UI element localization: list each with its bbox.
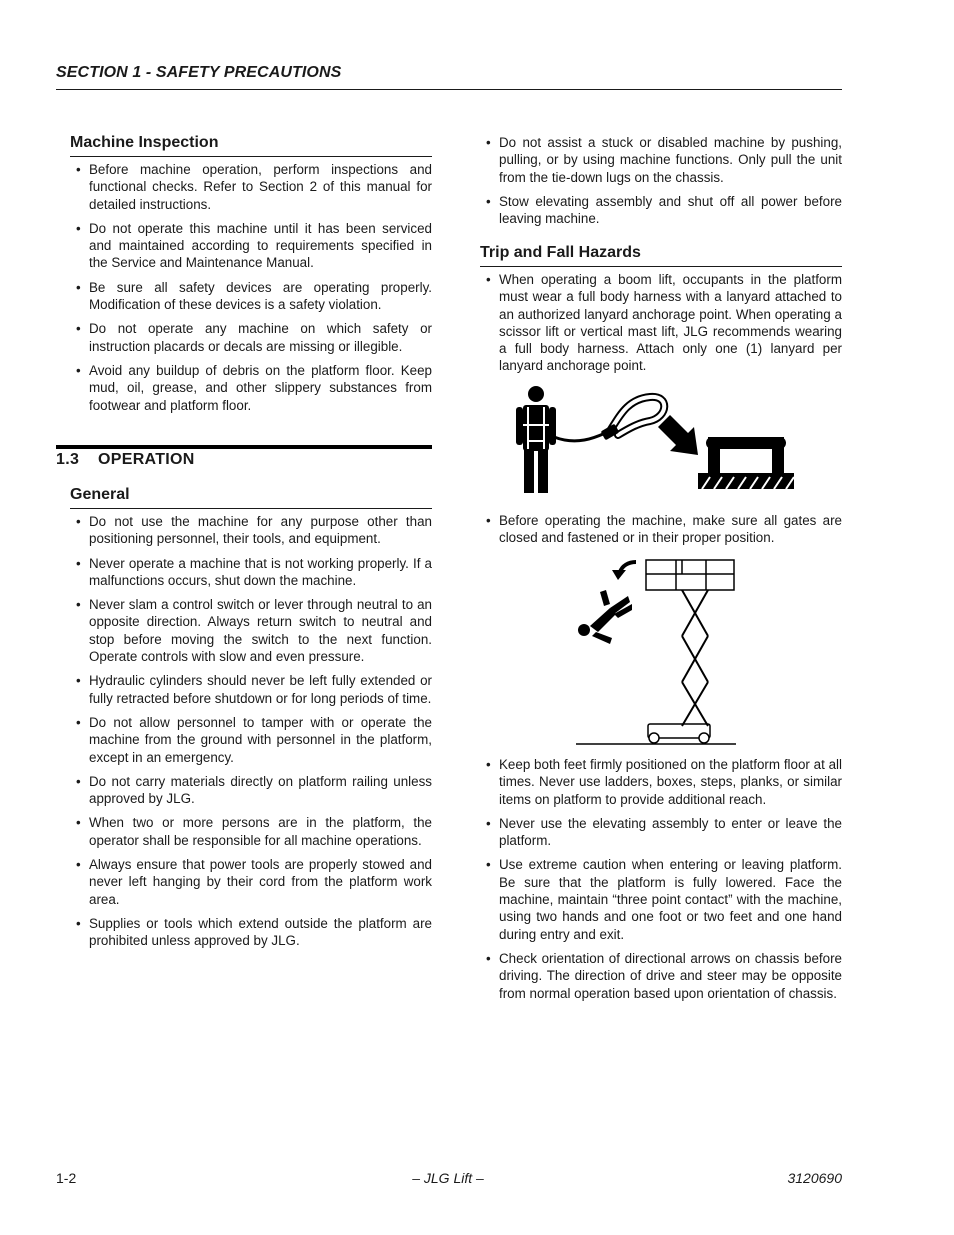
list-item: • Be sure all safety devices are operating properly. Modification of these devices is a safety violation. bbox=[70, 279, 432, 314]
general-heading: General bbox=[70, 486, 432, 509]
curved-arrow-icon bbox=[612, 562, 636, 580]
section-number: 1.3 bbox=[56, 451, 80, 468]
section-header-title: SECTION 1 - SAFETY PRECAUTIONS bbox=[56, 64, 342, 81]
trip-fall-heading: Trip and Fall Hazards bbox=[480, 244, 842, 267]
gates-list bbox=[480, 512, 842, 547]
list-item: • Always ensure that power tools are properly stowed and never left hanging by their cord from the platform work area. bbox=[70, 856, 432, 908]
scissor-lift-fall-illustration bbox=[570, 556, 740, 746]
list-item: • Use extreme caution when entering or leaving platform. Be sure that the platform is fully lowered. Face the machine, maintain “three point contact” with the machine, using two hands and one foot or two feet and one hand during entry and exit. bbox=[480, 856, 842, 942]
list-item: • Stow elevating assembly and shut off all power before leaving machine. bbox=[480, 193, 842, 228]
general-list bbox=[70, 513, 432, 950]
list-item: • Never use the elevating assembly to enter or leave the platform. bbox=[480, 815, 842, 850]
list-item: • Before machine operation, perform inspections and functional checks. Refer to Section 2 of this manual for detailed instructions. bbox=[70, 161, 432, 213]
header-rule bbox=[56, 89, 842, 90]
footer-doc-number: 3120690 bbox=[787, 1170, 842, 1186]
footer-center-text: – JLG Lift – bbox=[412, 1170, 484, 1186]
list-item: • When two or more persons are in the platform, the operator shall be responsible for all machine operations. bbox=[70, 814, 432, 849]
list-item: • Before operating the machine, make sure all gates are closed and fastened or in their proper position. bbox=[480, 512, 842, 547]
list-item: • Never operate a machine that is not working properly. If a malfunctions occurs, shut down the machine. bbox=[70, 555, 432, 590]
list-item: • Do not operate any machine on which safety or instruction placards or decals are missing or illegible. bbox=[70, 320, 432, 355]
footer-page-number: 1-2 bbox=[56, 1170, 77, 1186]
trip-fall-list bbox=[480, 271, 842, 375]
list-item: • Do not allow personnel to tamper with or operate the machine from the ground with personnel in the platform, except in an emergency. bbox=[70, 714, 432, 766]
arrow-icon bbox=[658, 415, 698, 455]
section-divider-bar bbox=[56, 445, 432, 449]
machine-inspection-block bbox=[70, 134, 432, 421]
list-item: • Do not carry materials directly on platform railing unless approved by JLG. bbox=[70, 773, 432, 808]
platform-icon bbox=[646, 560, 734, 590]
feet-block bbox=[480, 756, 842, 1009]
list-item: • When operating a boom lift, occupants in the platform must wear a full body harness with a lanyard attached to an authorized lanyard anchorage point. When operating a scissor lift or vertical mast lift, JLG recommends wearing a full body harness. Attach only one (1) lanyard per lanyard anchorage point. bbox=[480, 271, 842, 375]
gates-block bbox=[480, 512, 842, 554]
chassis-icon bbox=[648, 724, 710, 743]
list-item: • Do not use the machine for any purpose other than positioning personnel, their tools, and equipment. bbox=[70, 513, 432, 548]
right-top-list bbox=[480, 134, 842, 227]
trip-fall-block bbox=[480, 244, 842, 382]
section-title-text: OPERATION bbox=[98, 451, 195, 468]
list-item: • Supplies or tools which extend outside the platform are prohibited unless approved by JLG. bbox=[70, 915, 432, 950]
list-item: • Keep both feet firmly positioned on the platform floor at all times. Never use ladders, boxes, steps, planks, or similar items on platform to provide additional reach. bbox=[480, 756, 842, 808]
list-item: • Hydraulic cylinders should never be left fully extended or fully retracted before shutdown or for long periods of time. bbox=[70, 672, 432, 707]
list-item: • Avoid any buildup of debris on the platform floor. Keep mud, oil, grease, and other slippery substances from footwear and platform floor. bbox=[70, 362, 432, 414]
section-title-operation bbox=[56, 451, 195, 469]
list-item: • Never slam a control switch or lever through neutral to an opposite direction. Always return switch to neutral and stop before moving the switch to the next function. Operate controls with slow and even pressure. bbox=[70, 596, 432, 665]
list-item: • Do not assist a stuck or disabled machine by pushing, pulling, or by using machine functions. Only pull the unit from the tie-down lugs on the chassis. bbox=[480, 134, 842, 186]
machine-inspection-heading: Machine Inspection bbox=[70, 134, 432, 157]
machine-inspection-list bbox=[70, 161, 432, 414]
harness-lanyard-illustration bbox=[510, 385, 800, 497]
general-block bbox=[70, 486, 432, 957]
person-harness-icon bbox=[516, 386, 556, 493]
lanyard-coil-icon bbox=[601, 397, 665, 440]
anchorage-point-icon bbox=[698, 437, 794, 489]
list-item: • Do not operate this machine until it has been serviced and maintained according to requirements specified in the Service and Maintenance Manual. bbox=[70, 220, 432, 272]
list-item: • Check orientation of directional arrows on chassis before driving. The direction of drive and steer may be opposite from normal operation based upon orientation of chassis. bbox=[480, 950, 842, 1002]
right-top-block bbox=[480, 134, 842, 234]
feet-list bbox=[480, 756, 842, 1002]
scissor-arms-icon bbox=[682, 590, 708, 726]
falling-person-icon bbox=[578, 590, 632, 644]
